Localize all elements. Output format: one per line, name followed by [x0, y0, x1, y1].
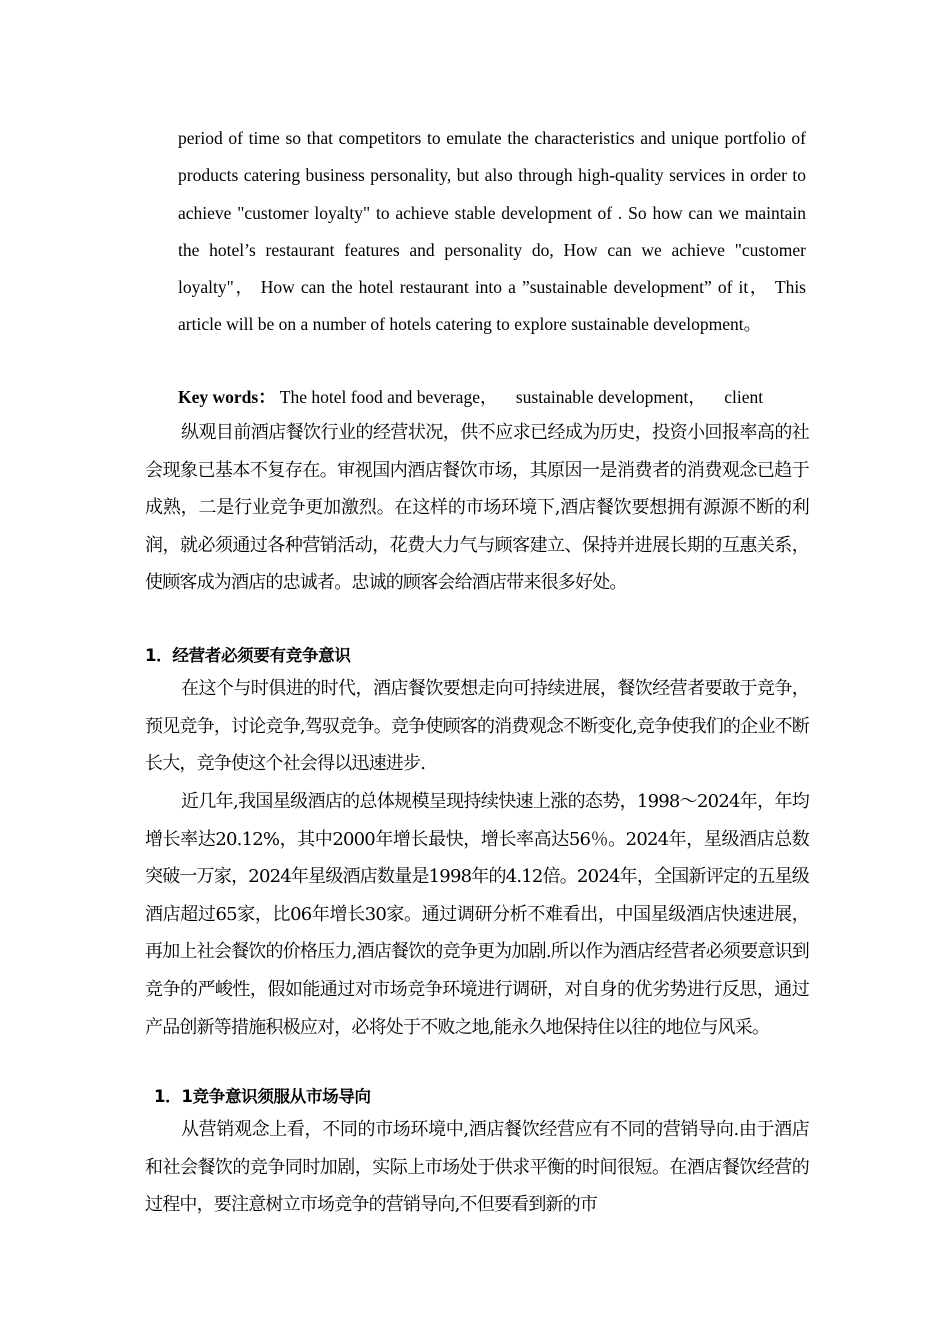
abstract-english: period of time so that competitors to emulate the characteristics and unique portfolio of products catering business personality, but also through high-quality services in order to achieve "customer loyalty" to achieve stable development of . So how can we maintain the hotel’s restaurant features and personality do, How can we achieve "customer loyalty"， How can the hotel restaurant into a ”sustainable development” of it， This article will be on a number of hotels catering to explore sustainable development。: [178, 128, 806, 335]
keyword-item: sustainable development，: [515, 387, 706, 407]
keywords-label: Key words：: [178, 387, 276, 407]
section-1-paragraph-1: 在这个与时俱进的时代，酒店餐饮要想走向可持续进展，餐饮经营者要敢于竞争，预见竞争，讨论竞争,驾驭竞争。竞争使顾客的消费观念不断变化,竞争使我们的企业不断长大，竞争使这个社会得以迅速进步.: [145, 678, 809, 775]
section-1-heading: 1．经营者必须要有竞争意识: [145, 646, 351, 665]
keyword-item: client: [724, 387, 764, 407]
section-1-1-paragraph-1: 从营销观念上看，不同的市场环境中,酒店餐饮经营应有不同的营销导向.由于酒店和社会餐饮的竞争同时加剧，实际上市场处于供求平衡的时间很短。在酒店餐饮经营的过程中，要注意树立市场竞争的营销导向,不但要看到新的市: [145, 1119, 809, 1216]
intro-paragraph: 纵观目前酒店餐饮行业的经营状况，供不应求已经成为历史，投资小回报率高的社会现象已基本不复存在。审视国内酒店餐饮市场，其原因一是消费者的消费观念已趋于成熟，二是行业竞争更加激烈。在这样的市场环境下,酒店餐饮要想拥有源源不断的利润，就必须通过各种营销活动，花费大力气与顾客建立、保持并进展长期的互惠关系，使顾客成为酒店的忠诚者。忠诚的顾客会给酒店带来很多好处。: [145, 422, 809, 594]
section-1-1-heading: 1．1竞争意识须服从市场导向: [154, 1087, 371, 1106]
keywords-line: [178, 382, 818, 412]
keyword-item: The hotel food and beverage，: [279, 387, 498, 407]
section-1-paragraph-2: 近几年,我国星级酒店的总体规模呈现持续快速上涨的态势，1998～2024年，年均增长率达20.12%，其中2000年增长最快，增长率高达56％。2024年，星级酒店总数突破一万家，2024年星级酒店数量是1998年的4.12倍。2024年，全国新评定的五星级酒店超过65家，比06年增长30家。通过调研分析不难看出，中国星级酒店快速进展，再加上社会餐饮的价格压力,酒店餐饮的竞争更为加剧.所以作为酒店经营者必须要意识到竞争的严峻性，假如能通过对市场竞争环境进行调研，对自身的优劣势进行反思，通过产品创新等措施积极应对，必将处于不败之地,能永久地保持住以往的地位与风采。: [145, 791, 809, 1038]
